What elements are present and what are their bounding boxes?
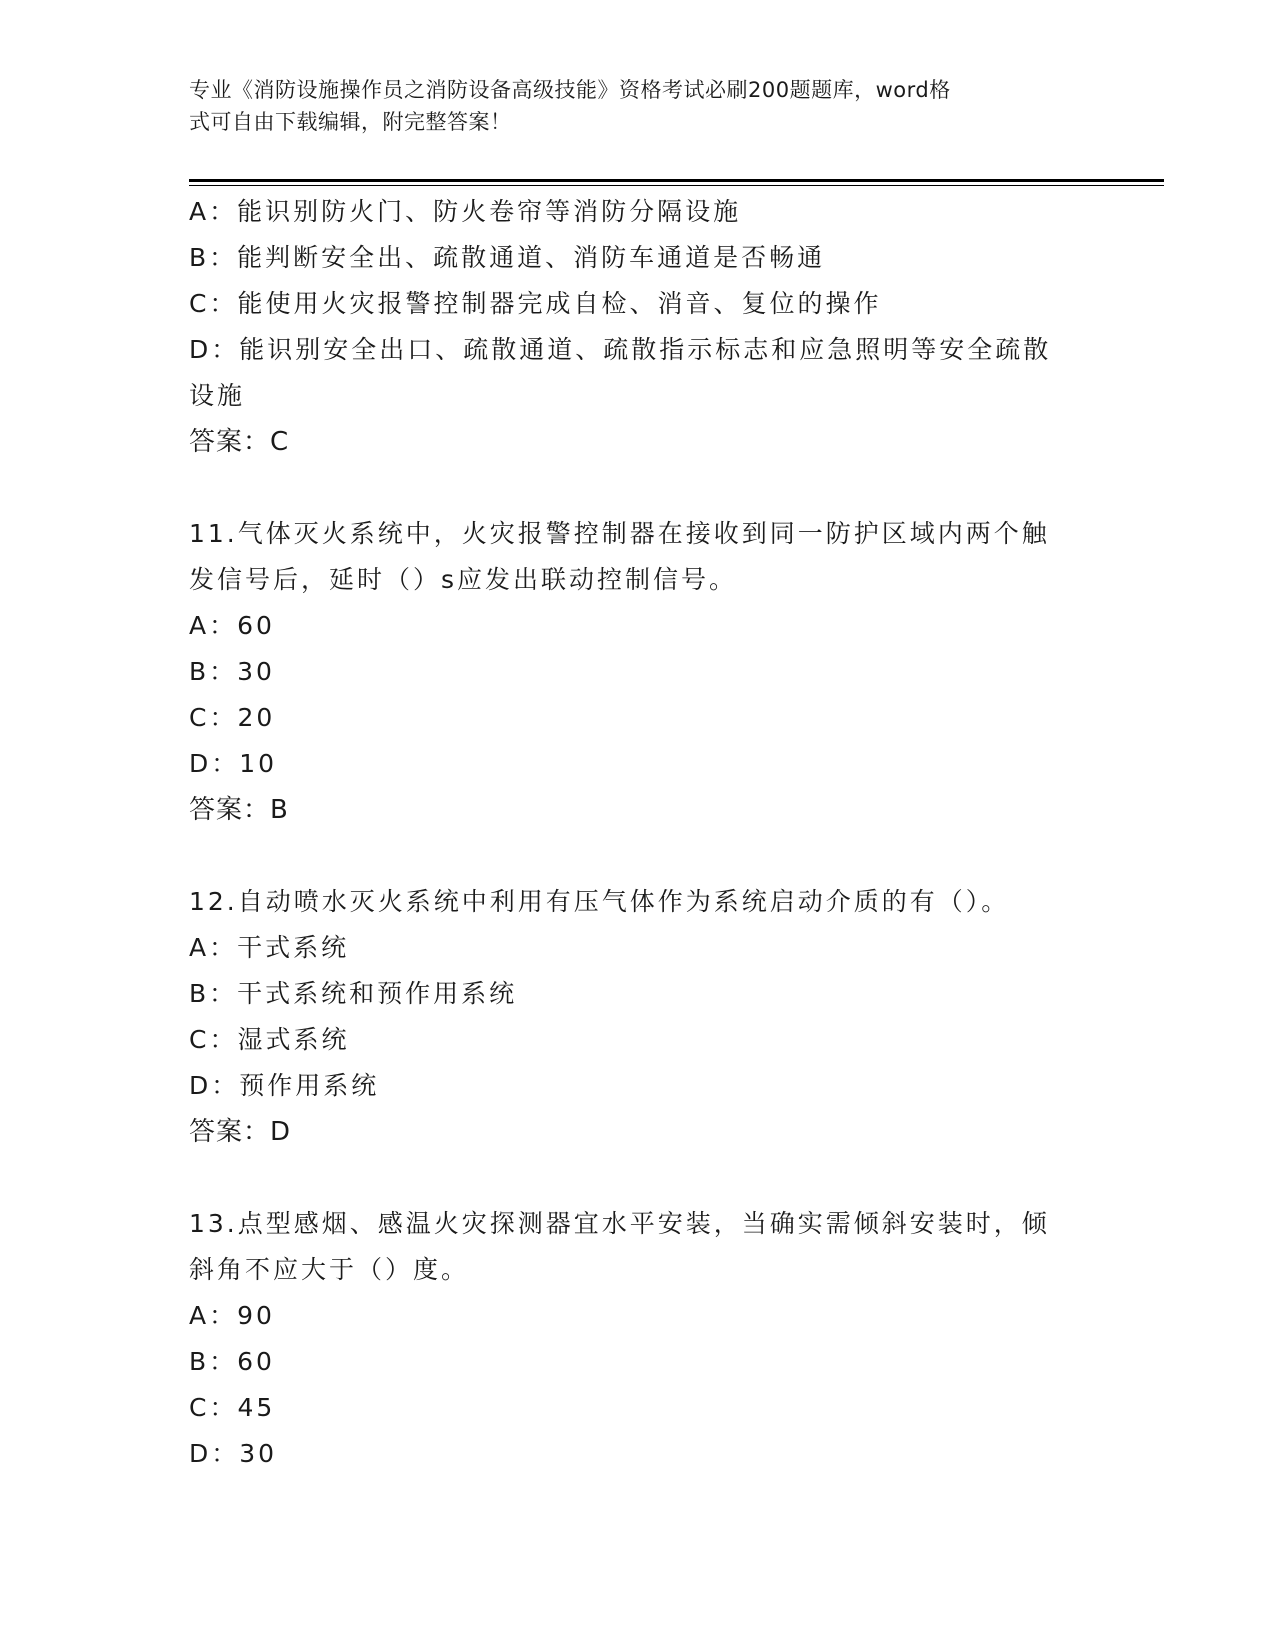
q11-question-line-1: 11.气体灭火系统中，火灾报警控制器在接收到同一防护区域内两个触 (189, 519, 1050, 548)
q10-option-d-line-2: 设施 (189, 381, 246, 410)
q11-question-line-2: 发信号后，延时（）s应发出联动控制信号。 (189, 565, 738, 594)
q11-option-c: C：20 (189, 703, 276, 732)
document-header (189, 74, 1079, 138)
question-10-block (189, 189, 1089, 465)
q10-answer: 答案：C (189, 427, 290, 457)
q13-option-b: B：60 (189, 1347, 275, 1376)
q12-option-a: A：干式系统 (189, 933, 350, 962)
header-divider-thin (189, 185, 1164, 186)
q11-answer: 答案：B (189, 795, 289, 825)
spacer (189, 833, 1089, 879)
question-11-block (189, 511, 1089, 833)
question-13-block (189, 1201, 1089, 1477)
q11-option-b: B：30 (189, 657, 275, 686)
q10-option-c: C：能使用火灾报警控制器完成自检、消音、复位的操作 (189, 289, 882, 318)
q12-option-c: C：湿式系统 (189, 1025, 350, 1054)
q13-option-c: C：45 (189, 1393, 276, 1422)
q11-option-a: A：60 (189, 611, 275, 640)
q11-option-d: D：10 (189, 749, 278, 778)
q13-question-line-1: 13.点型感烟、感温火灾探测器宜水平安装，当确实需倾斜安装时，倾 (189, 1209, 1050, 1238)
question-list (189, 189, 1089, 1477)
header-divider-thick (189, 179, 1164, 182)
q10-option-b: B：能判断安全出、疏散通道、消防车通道是否畅通 (189, 243, 826, 272)
question-12-block (189, 879, 1089, 1155)
q13-option-d: D：30 (189, 1439, 278, 1468)
header-line-2: 式可自由下载编辑，附完整答案！ (189, 110, 512, 134)
q13-question-line-2: 斜角不应大于（）度。 (189, 1255, 470, 1284)
header-line-1: 专业《消防设施操作员之消防设备高级技能》资格考试必刷200题题库，word格 (189, 78, 951, 102)
q12-question-line-1: 12.自动喷水灭火系统中利用有压气体作为系统启动介质的有（）。 (189, 887, 1010, 916)
q12-answer: 答案：D (189, 1117, 292, 1147)
q10-option-a: A：能识别防火门、防火卷帘等消防分隔设施 (189, 197, 742, 226)
q12-option-d: D：预作用系统 (189, 1071, 380, 1100)
q12-option-b: B：干式系统和预作用系统 (189, 979, 518, 1008)
q13-option-a: A：90 (189, 1301, 275, 1330)
spacer (189, 465, 1089, 511)
spacer (189, 1155, 1089, 1201)
q10-option-d-line-1: D：能识别安全出口、疏散通道、疏散指示标志和应急照明等安全疏散 (189, 335, 1052, 364)
